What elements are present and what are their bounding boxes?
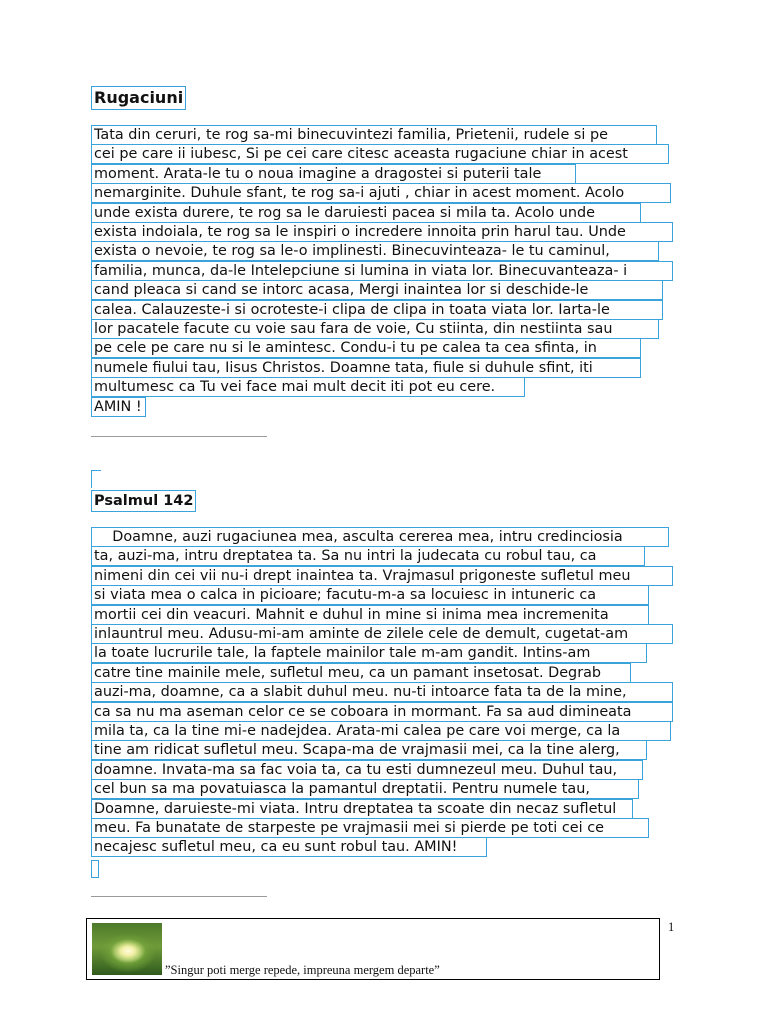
text-line: meu. Fa bunatate de starpeste pe vrajmasii mei si pierde pe toti cei ce (91, 818, 649, 838)
text-line: exista o nevoie, te rog sa le-o implinesti. Binecuvinteaza- le tu caminul, (91, 241, 659, 261)
text-line: la toate lucrurile tale, la faptele mainilor tale m-am gandit. Intins-am (91, 643, 647, 663)
footer-quote: ”Singur poti merge repede, impreuna mergem departe” (165, 963, 440, 977)
section-divider (91, 896, 267, 897)
text-line: pe cele pe care nu si le amintesc. Condu-i tu pe calea ta cea sfinta, in (91, 338, 641, 358)
text-line: tine am ridicat sufletul meu. Scapa-ma de vrajmasii mei, ca la tine alerg, (91, 740, 647, 760)
page-number: 1 (668, 920, 675, 934)
empty-line-marker (91, 470, 101, 488)
text-line: cel bun sa ma povatuiasca la pamantul dreptatii. Pentru numele tau, (91, 779, 639, 799)
text-line: cei pe care ii iubesc, Si pe cei care citesc aceasta rugaciune chiar in acest (91, 144, 669, 164)
text-line: lor pacatele facute cu voie sau fara de voie, Cu stiinta, din nestiinta sau (91, 319, 659, 339)
text-line: exista indoiala, te rog sa le inspiri o incredere innoita prin harul tau. Unde (91, 222, 673, 242)
text-line: multumesc ca Tu vei face mai mult decit iti pot eu cere. (91, 377, 525, 397)
text-line: numele fiului tau, Iisus Christos. Doamne tata, fiule si duhule sfint, iti (91, 358, 641, 378)
footer-box (86, 918, 660, 980)
text-line: nemarginite. Duhule sfant, te rog sa-i ajuti , chiar in acest moment. Acolo (91, 183, 671, 203)
text-line: necajesc sufletul meu, ca eu sunt robul tau. AMIN! (91, 837, 487, 857)
flower-image (92, 923, 162, 975)
text-line: Tata din ceruri, te rog sa-mi binecuvintezi familia, Prietenii, rudele si pe (91, 125, 657, 145)
text-line: calea. Calauzeste-i si ocroteste-i clipa de clipa in toata viata lor. Iarta-le (91, 300, 663, 320)
section-title-rugaciuni: Rugaciuni (91, 86, 186, 110)
section-title-psalmul: Psalmul 142 (91, 490, 196, 512)
text-line: mila ta, ca la tine mi-e nadejdea. Arata-mi calea pe care voi merge, ca la (91, 721, 671, 741)
empty-line-marker (91, 860, 99, 878)
text-line: ta, auzi-ma, intru dreptatea ta. Sa nu intri la judecata cu robul tau, ca (91, 546, 645, 566)
text-line: familia, munca, da-le Intelepciune si lumina in viata lor. Binecuvanteaza- i (91, 261, 673, 281)
text-line: catre tine mainile mele, sufletul meu, ca un pamant insetosat. Degrab (91, 663, 631, 683)
text-line: cand pleaca si cand se intorc acasa, Mergi inaintea lor si deschide-le (91, 280, 663, 300)
text-line: inlauntrul meu. Adusu-mi-am aminte de zilele cele de demult, cugetat-am (91, 624, 673, 644)
text-line: nimeni din cei vii nu-i drept inaintea ta. Vrajmasul prigoneste sufletul meu (91, 566, 673, 586)
section-divider (91, 436, 267, 437)
text-line: unde exista durere, te rog sa le daruiesti pacea si mila ta. Acolo unde (91, 203, 641, 223)
text-line: AMIN ! (91, 397, 146, 417)
text-line: si viata mea o calca in picioare; facutu-m-a sa locuiesc in intuneric ca (91, 585, 649, 605)
text-line: mortii cei din veacuri. Mahnit e duhul in mine si inima mea incremenita (91, 605, 649, 625)
text-line: doamne. Invata-ma sa fac voia ta, ca tu esti dumnezeul meu. Duhul tau, (91, 760, 643, 780)
text-line: Doamne, daruieste-mi viata. Intru dreptatea ta scoate din necaz sufletul (91, 799, 633, 819)
text-line: Doamne, auzi rugaciunea mea, asculta cererea mea, intru credinciosia (91, 527, 669, 547)
text-line: ca sa nu ma aseman celor ce se coboara in mormant. Fa sa aud dimineata (91, 702, 673, 722)
text-line: auzi-ma, doamne, ca a slabit duhul meu. nu-ti intoarce fata ta de la mine, (91, 682, 673, 702)
text-line: moment. Arata-le tu o noua imagine a dragostei si puterii tale (91, 164, 576, 184)
